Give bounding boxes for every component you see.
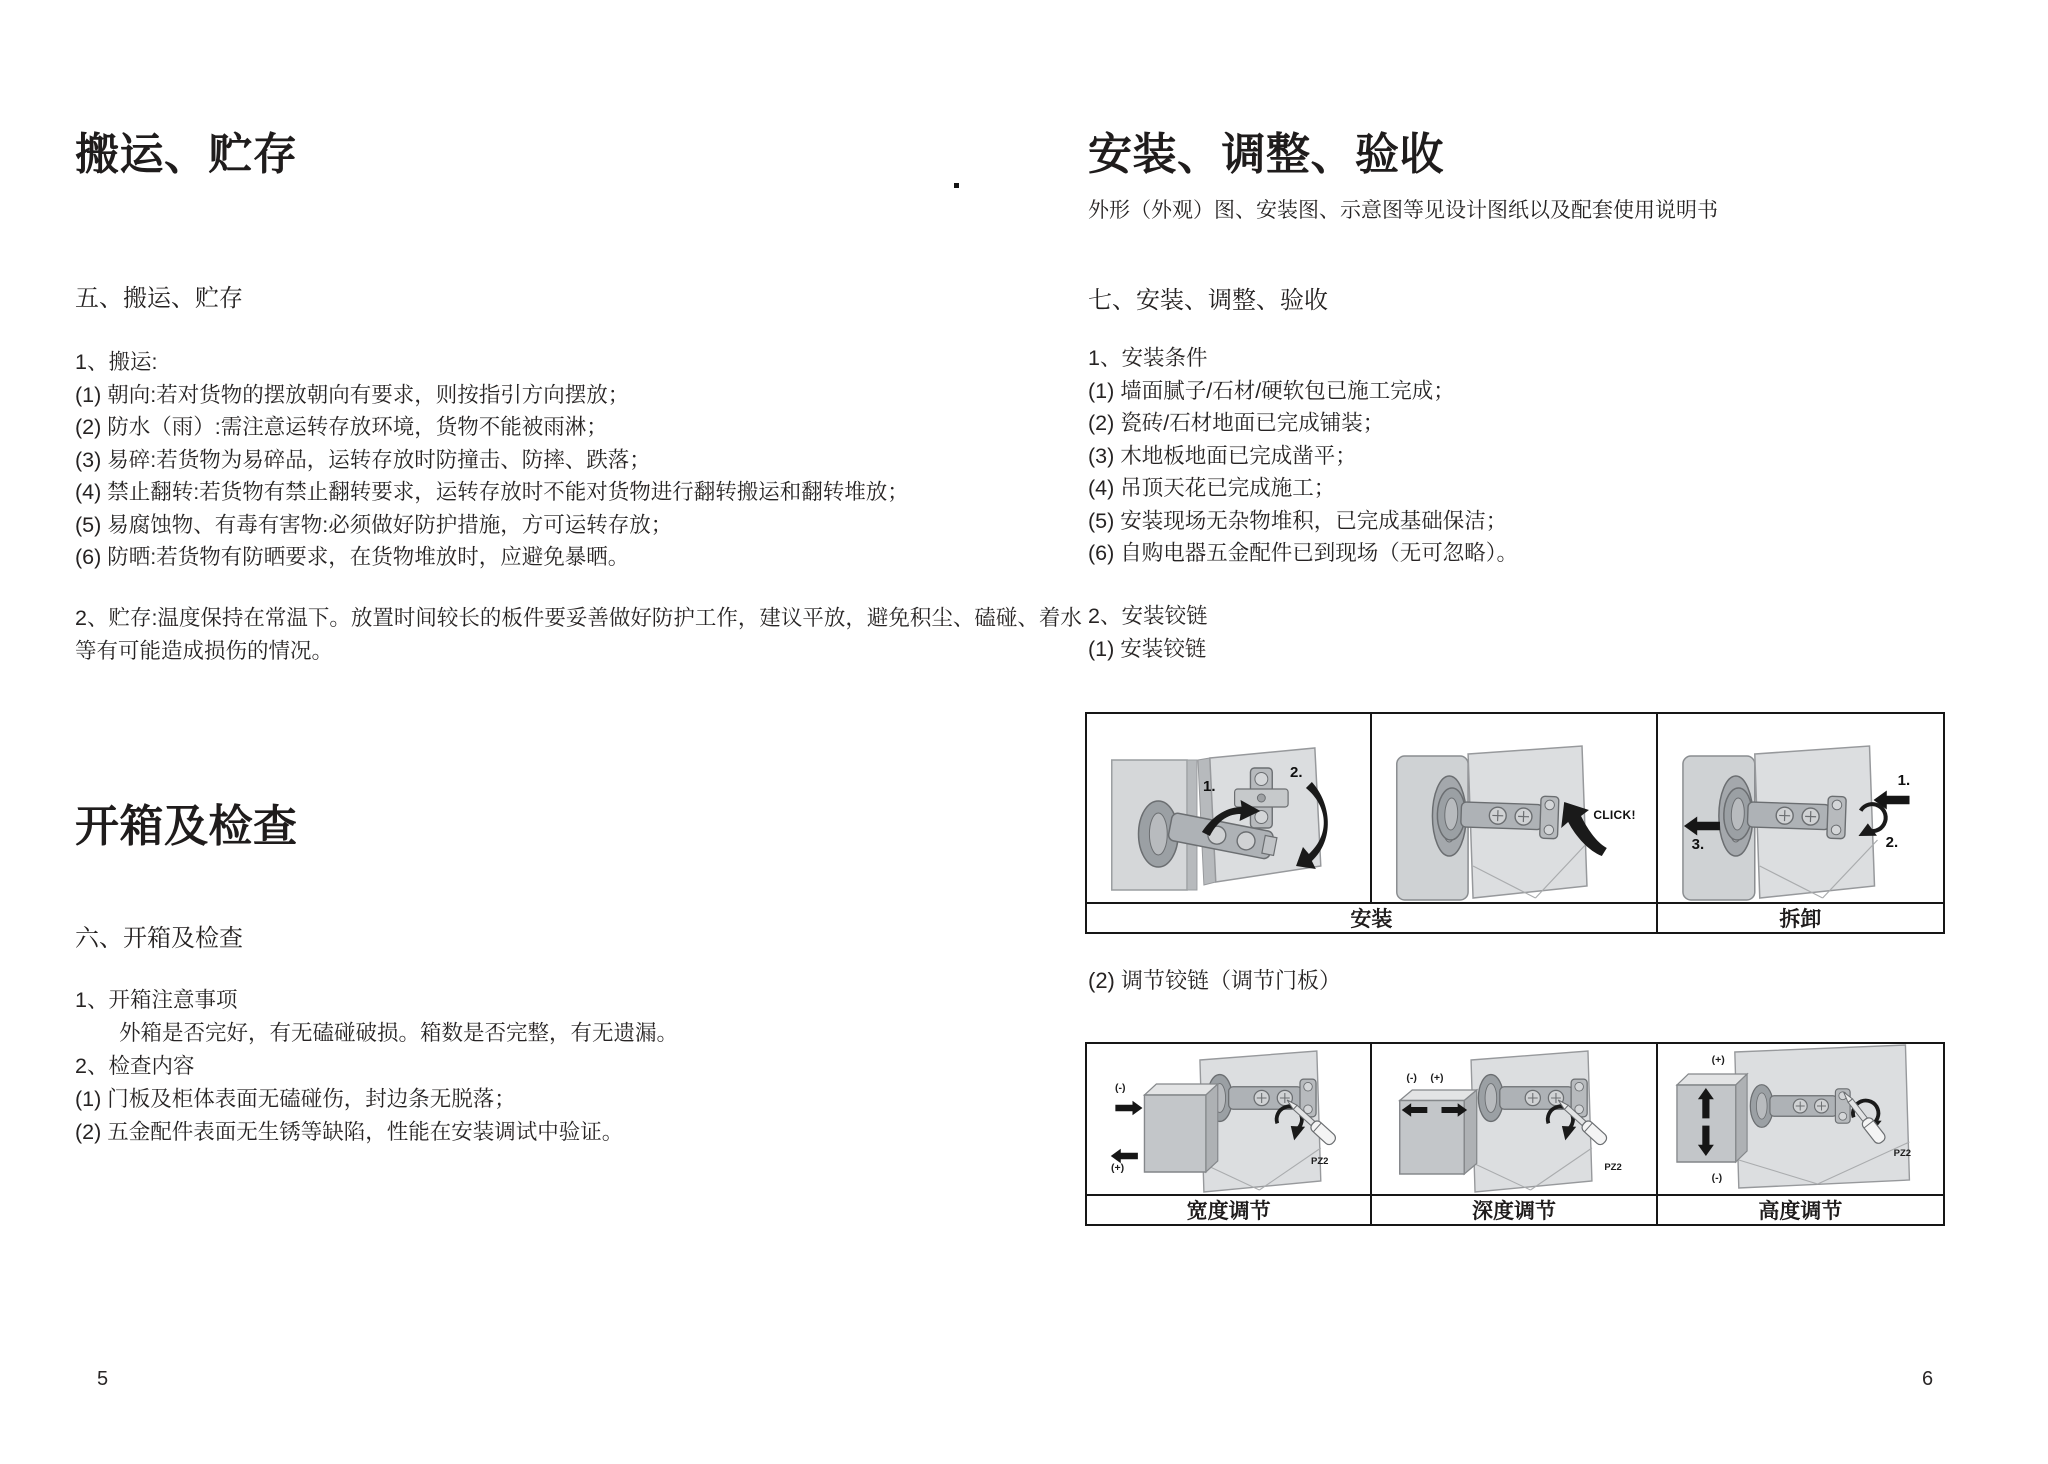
list-item: (3) 易碎:若货物为易碎品，运转存放时防撞击、防摔、跌落； xyxy=(75,447,651,472)
step-label: 1. xyxy=(1203,778,1216,795)
list-item: (5) 安装现场无杂物堆积，已完成基础保洁； xyxy=(1088,508,1508,533)
storage-paragraph xyxy=(75,602,1082,668)
list-item: 1、搬运: xyxy=(75,350,158,374)
list-item: (4) 禁止翻转:若货物有禁止翻转要求，运转存放时不能对货物进行翻转搬运和翻转堆放； xyxy=(75,480,909,504)
panel-remove xyxy=(1658,714,1943,902)
transport-section-heading: 五、搬运、贮存 xyxy=(75,285,243,312)
hinge-mounted-scene xyxy=(1397,746,1590,900)
panel-width-adjust xyxy=(1087,1044,1372,1194)
caption-remove: 拆卸 xyxy=(1658,902,1943,932)
screwdriver-size-label: PZ2 xyxy=(1311,1156,1329,1167)
list-item: 2、检查内容 xyxy=(75,1054,195,1078)
list-item: 1、安装条件 xyxy=(1088,346,1208,370)
door-block xyxy=(1144,1084,1217,1172)
unboxing-title xyxy=(75,790,298,854)
page-number-left: 5 xyxy=(97,1368,109,1390)
unboxing-list xyxy=(75,984,678,1149)
list-item: (2) 五金配件表面无生锈等缺陷，性能在安装调试中验证。 xyxy=(75,1120,624,1144)
minus-label: (-) xyxy=(1406,1072,1417,1084)
hinge-sub-heading: (1) 安装铰链 xyxy=(1088,637,1207,661)
panel-install-step1 xyxy=(1087,714,1372,902)
list-item: (5) 易腐蚀物、有毒有害物:必须做好防护措施，方可运转存放； xyxy=(75,512,673,537)
list-item: (3) 木地板地面已完成凿平； xyxy=(1088,443,1357,468)
install-title xyxy=(1088,118,1444,182)
hinge-removal-illustration xyxy=(1658,714,1943,902)
install-section-heading: 七、安装、调整、验收 xyxy=(1088,287,1328,314)
caption-width-adjust: 宽度调节 xyxy=(1087,1194,1372,1224)
panel-height-adjust xyxy=(1658,1044,1943,1194)
plus-label: (+) xyxy=(1430,1072,1444,1084)
paragraph-line: 2、贮存:温度保持在常温下。放置时间较长的板件要妥善做好防护工作，建议平放，避免积尘、磕碰、着水 xyxy=(75,606,1082,630)
plus-label: (+) xyxy=(1111,1162,1125,1174)
caption-install: 安装 xyxy=(1087,902,1658,932)
step-label: 1. xyxy=(1897,772,1911,789)
minus-label: (-) xyxy=(1711,1172,1723,1184)
click-label: CLICK! xyxy=(1593,808,1636,822)
print-dot-artifact xyxy=(954,183,959,188)
transport-list xyxy=(75,346,909,574)
list-item: (6) 防晒:若货物有防晒要求，在货物堆放时，应避免暴晒。 xyxy=(75,545,630,569)
door-block xyxy=(1677,1074,1747,1162)
cabinet-hinge-scene xyxy=(1471,1051,1609,1192)
panel-install-step2 xyxy=(1372,714,1657,902)
page-title: 开箱及检查 xyxy=(75,802,298,851)
step-label: 3. xyxy=(1691,836,1705,853)
figure-hinge-install xyxy=(1085,712,1945,934)
door-block xyxy=(1400,1090,1477,1174)
hinge-heading-block xyxy=(1088,600,1207,666)
cabinet-hinge-scene xyxy=(1200,1051,1338,1192)
install-subtitle: 外形（外观）图、安装图、示意图等见设计图纸以及配套使用说明书 xyxy=(1088,199,1718,222)
list-item: (1) 门板及柜体表面无磕碰伤，封边条无脱落； xyxy=(75,1087,516,1111)
caption-height-adjust: 高度调节 xyxy=(1658,1194,1943,1224)
figure-hinge-adjust xyxy=(1085,1042,1945,1226)
page-title: 搬运、贮存 xyxy=(75,130,298,179)
caption-depth-adjust: 深度调节 xyxy=(1372,1194,1657,1224)
page-number-right: 6 xyxy=(1922,1368,1934,1390)
list-item: 外箱是否完好，有无磕碰破损。箱数是否完整，有无遗漏。 xyxy=(119,1021,679,1045)
unboxing-section-heading: 六、开箱及检查 xyxy=(75,925,243,952)
plus-label: (+) xyxy=(1711,1054,1725,1066)
panel-depth-adjust xyxy=(1372,1044,1657,1194)
install-conditions-list xyxy=(1088,342,1518,570)
transport-title xyxy=(75,118,298,182)
arrow-right xyxy=(1115,1101,1142,1115)
screwdriver-size-label: PZ2 xyxy=(1604,1162,1622,1173)
page-title: 安装、调整、验收 xyxy=(1088,130,1444,179)
list-item: (2) 防水（雨）:需注意运转存放环境，货物不能被雨淋； xyxy=(75,415,608,439)
hinge-heading: 2、安装铰链 xyxy=(1088,604,1208,628)
step-label: 2. xyxy=(1290,764,1303,781)
hinge-install-step1-illustration xyxy=(1087,714,1370,902)
screwdriver-size-label: PZ2 xyxy=(1893,1148,1912,1159)
list-item: (6) 自购电器五金配件已到现场（无可忽略）。 xyxy=(1088,541,1519,565)
list-item: (2) 瓷砖/石材地面已完成铺装； xyxy=(1088,411,1385,435)
list-item: (1) 朝向:若对货物的摆放朝向有要求，则按指引方向摆放； xyxy=(75,382,630,407)
minus-label: (-) xyxy=(1115,1082,1126,1094)
step-label: 2. xyxy=(1885,834,1899,851)
height-adjust-illustration xyxy=(1658,1044,1943,1194)
list-item: (4) 吊顶天花已完成施工； xyxy=(1088,476,1336,500)
width-adjust-illustration xyxy=(1087,1044,1370,1194)
adjust-heading: (2) 调节铰链（调节门板） xyxy=(1088,968,1342,993)
paragraph-line: 等有可能造成损伤的情况。 xyxy=(75,639,334,663)
list-item: 1、开箱注意事项 xyxy=(75,988,238,1012)
list-item: (1) 墙面腻子/石材/硬软包已施工完成； xyxy=(1088,378,1455,403)
